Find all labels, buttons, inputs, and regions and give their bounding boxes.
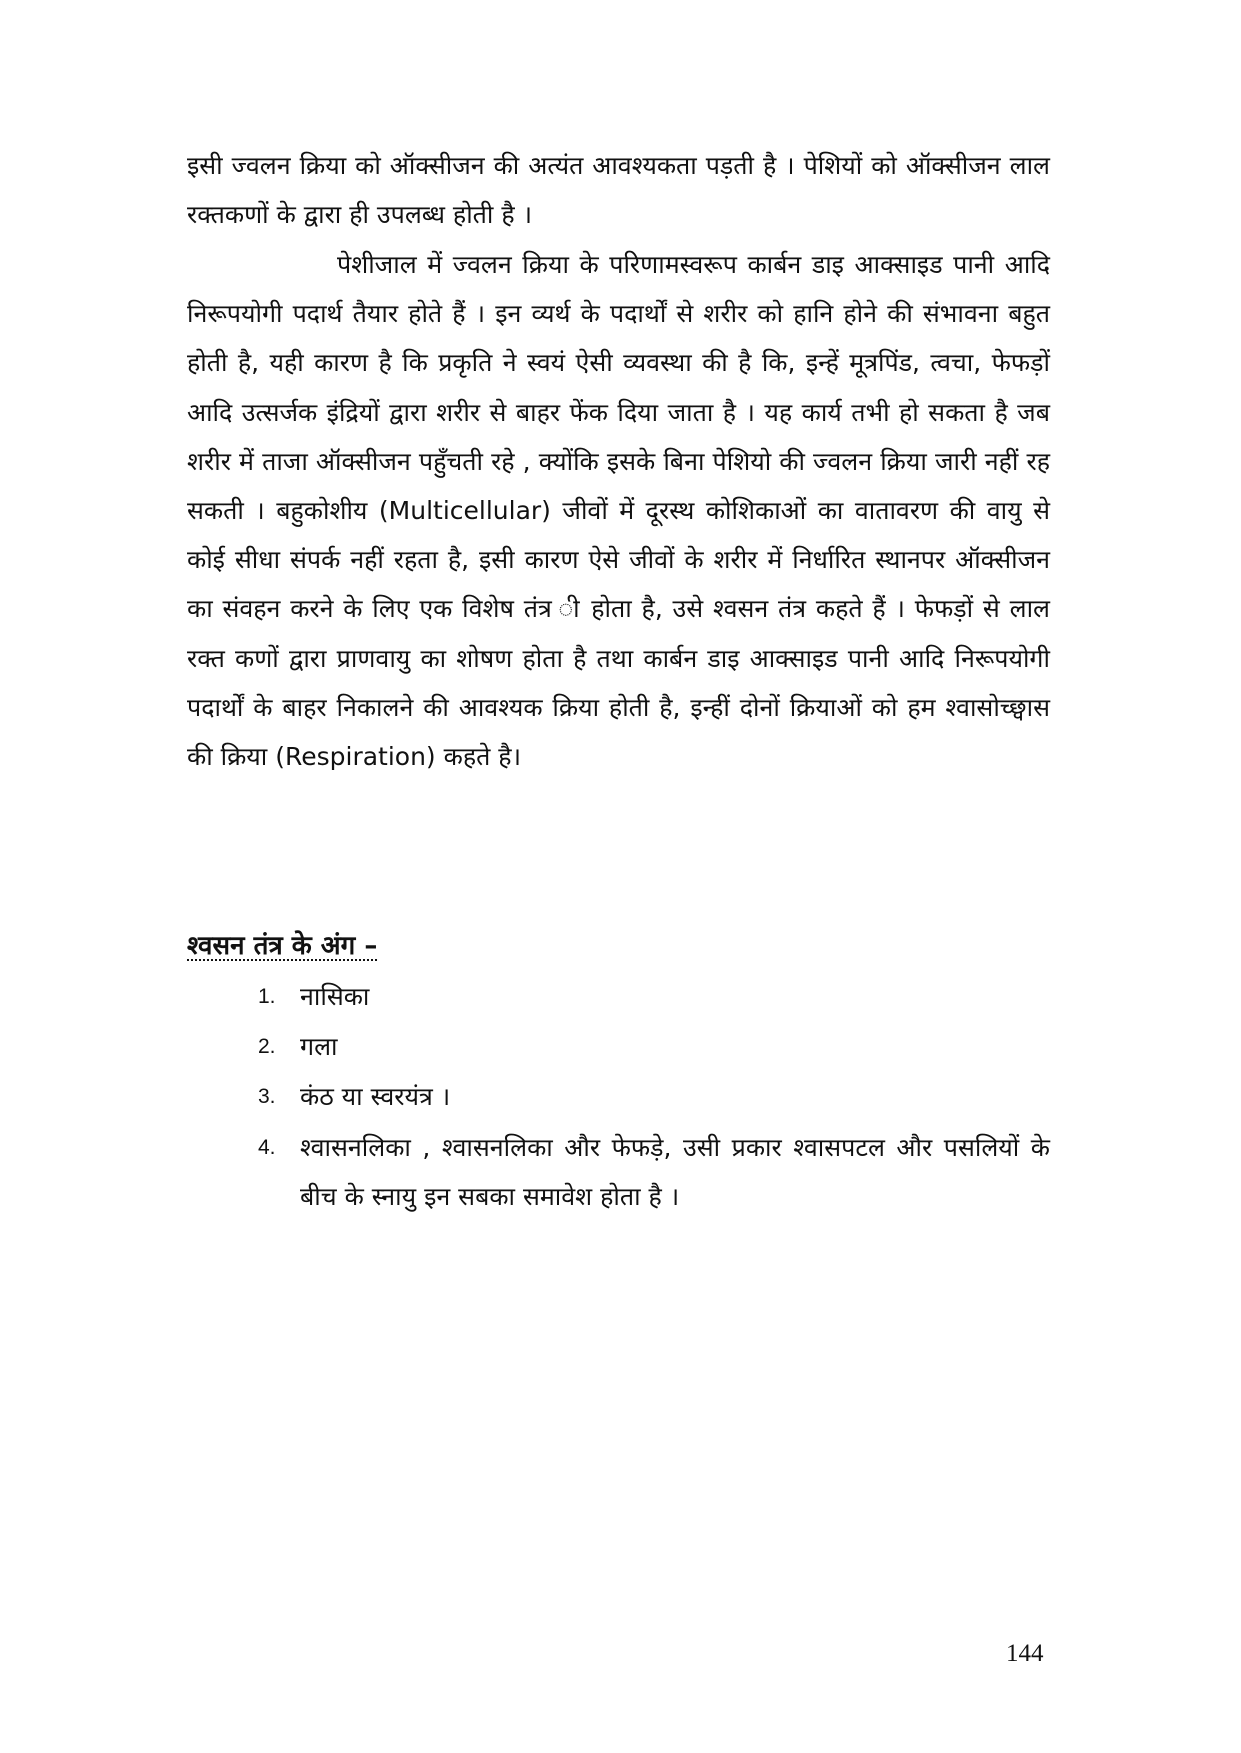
respiratory-organs-list xyxy=(258,972,1050,1222)
list-item-number: 3. xyxy=(258,1085,276,1109)
section-heading-respiratory-organs: श्वसन तंत्र के अंग – xyxy=(187,931,378,961)
paragraph-combustion-oxygen: इसी ज्वलन क्रिया को ऑक्सीजन की अत्यंत आवश्यकता पड़ती है । पेशियों को ऑक्सीजन लाल रक्तकणों के द्वारा ही उपलब्ध होती है । xyxy=(187,151,1050,230)
list-item xyxy=(258,1022,1050,1071)
list-item-text: गला xyxy=(300,1032,338,1062)
list-item xyxy=(258,1072,1050,1121)
paragraph-waste-removal-respiration: पेशीजाल में ज्वलन क्रिया के परिणामस्वरूप कार्बन डाइ आक्साइड पानी आदि निरूपयोगी पदार्थ तैयार होते हैं । इन व्यर्थ के पदार्थों से शरीर को हानि होने की संभावना बहुत होती है, यही कारण है कि प्रकृति ने स्वयं ऐसी व्यवस्था की है कि, इन्हें मूत्रपिंड, त्वचा, फेफड़ों आदि उत्सर्जक इंद्रियों द्वारा शरीर से बाहर फेंक दिया जाता है । यह कार्य तभी हो सकता है जब शरीर में ताजा ऑक्सीजन पहुँचती रहे , क्योंकि इसके बिना पेशियो की ज्वलन क्रिया जारी नहीं रह सकती । बहुकोशीय (Multicellular) जीवों में दूरस्थ कोशिकाओं का वातावरण की वायु से कोई सीधा संपर्क नहीं रहता है, इसी कारण ऐसे जीवों के शरीर में निर्धारित स्थानपर ऑक्सीजन का संवहन करने के लिए एक विशेष तंत्र ी होता है, उसे श्वसन तंत्र कहते हैं । फेफड़ों से लाल रक्त कणों द्वारा प्राणवायु का शोषण होता है तथा कार्बन डाइ आक्साइड पानी आदि निरूपयोगी पदार्थों के बाहर निकालने की आवश्यक क्रिया होती है, इन्हीं दोनों क्रियाओं को हम श्वासोच्छ्वास की क्रिया (Respiration) कहते है। xyxy=(187,250,1050,772)
list-item-number: 1. xyxy=(258,985,276,1008)
list-item-text: कंठ या स्वरयंत्र । xyxy=(300,1082,451,1112)
list-item xyxy=(258,1123,1050,1221)
list-item-text: नासिका xyxy=(300,982,370,1011)
page-number: 144 xyxy=(1006,1640,1044,1667)
list-item xyxy=(258,972,1050,1021)
list-item-text: श्वासनलिका , श्वासनलिका और फेफड़े, उसी प्रकार श्वासपटल और पसलियों के बीच के स्नायु इन सबका समावेश होता है । xyxy=(300,1132,1050,1211)
list-item-number: 2. xyxy=(258,1035,276,1059)
list-item-number: 4. xyxy=(258,1135,276,1159)
